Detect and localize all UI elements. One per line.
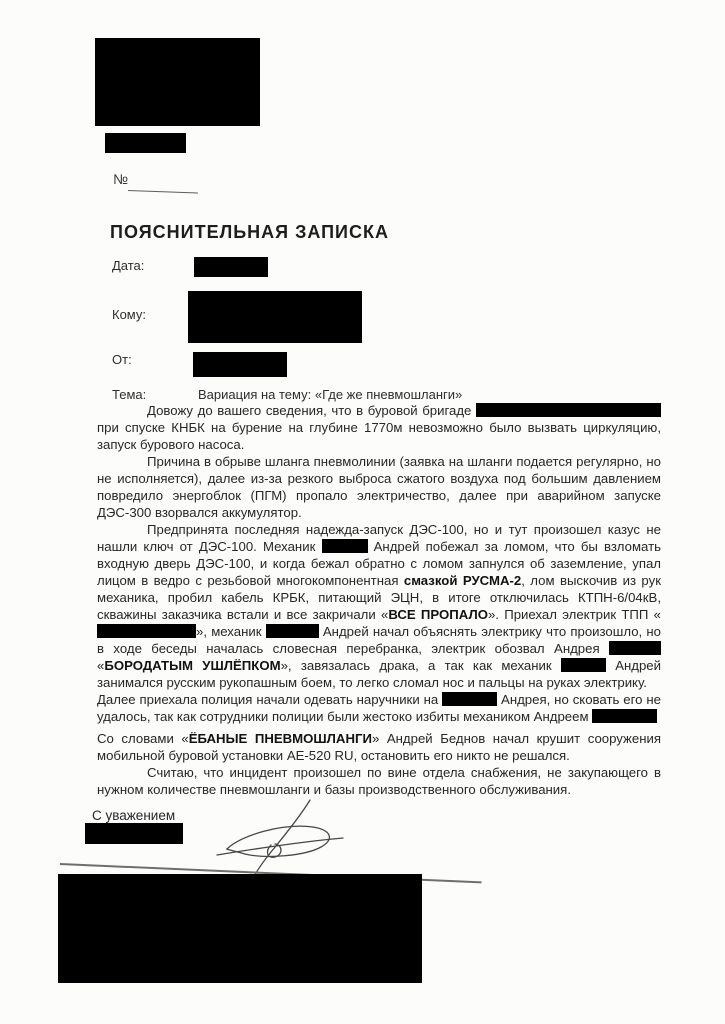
inline-redaction <box>592 709 657 723</box>
field-value-subject: Вариация на тему: «Где же пневмошланги» <box>198 387 463 402</box>
text-run: », завязалась драка, а так как механик <box>280 658 561 673</box>
text-run: ». Приехал электрик ТПП « <box>487 607 661 622</box>
paragraph <box>97 764 661 798</box>
inline-redaction <box>609 641 661 655</box>
field-from-redaction <box>193 352 287 377</box>
text-run: Со словами « <box>97 731 189 746</box>
inline-redaction <box>561 658 606 672</box>
paragraph <box>97 730 661 764</box>
field-label-to: Кому: <box>112 307 146 322</box>
paragraph <box>97 521 661 691</box>
inline-redaction <box>322 539 368 553</box>
inline-redaction <box>97 624 196 638</box>
letterhead-redaction-small <box>105 133 186 153</box>
closing-salutation: С уважением <box>92 808 176 823</box>
field-to-redaction <box>188 291 362 343</box>
signature-scribble <box>213 797 348 877</box>
bold-text-run: БОРОДАТЫМ УШЛЁПКОМ <box>104 658 281 673</box>
text-run: » Андрей Беднов начал крушит сооружения мобильной буровой установки АЕ-520 RU, остановить его никто не решался. <box>97 731 661 763</box>
bold-text-run: ВСЕ ПРОПАЛО <box>388 607 488 622</box>
signer-name-redaction <box>85 823 183 844</box>
text-run: Предпринята последняя надежда-запуск ДЭС-100, но и тут произошел казус не нашли ключ от ДЭС-100. Механик <box>97 522 661 554</box>
text-run: Считаю, что инцидент произошел по вине отдела снабжения, не закупающего в нужном количестве пневмошланги и базы производственного обслуживания. <box>97 765 661 797</box>
document-number-label: № <box>113 171 129 187</box>
text-run: Андрей начал объяснять электрику что произошло, но в ходе беседы началась словесная перебранка, электрик обозвал Андрея <box>97 624 661 656</box>
text-run: « <box>97 658 105 673</box>
document-body <box>97 402 661 798</box>
text-run: Довожу до вашего сведения, что в буровой бригаде <box>147 403 476 418</box>
text-run: Андрея, но сковать его не удалось, так как сотрудники полиции были жестоко избиты механиком Андреем <box>97 692 661 724</box>
field-label-from: От: <box>112 352 132 367</box>
bold-text-run: ЁБАНЫЕ ПНЕВМОШЛАНГИ <box>188 731 372 746</box>
field-date-redaction <box>194 257 268 277</box>
text-run: Андрей занимался русским рукопашным боем, то легко сломал нос и пальцы на руках электрику. <box>97 658 661 690</box>
inline-redaction <box>266 624 319 638</box>
page-title: ПОЯСНИТЕЛЬНАЯ ЗАПИСКА <box>110 222 389 242</box>
paragraph <box>97 402 661 453</box>
inline-redaction <box>476 403 661 417</box>
text-run: », механик <box>196 624 266 639</box>
footer-redaction-block <box>58 874 422 983</box>
text-run: Причина в обрыве шланга пневмолинии (заявка на шланги подается регулярно, но не исполняется), далее из-за резкого выброса сжатого воздуха под большим давлением повредило энергоблок (ПГМ) пропало электричество, далее при аварийном запуске ДЭС-300 взорвался аккумулятор. <box>97 454 661 520</box>
paragraph <box>97 691 661 725</box>
text-run: при спуске КНБК на бурение на глубине 1770м невозможно было вызвать циркуляцию, запуск бурового насоса. <box>97 420 661 452</box>
document-number-underline <box>128 190 198 193</box>
inline-redaction <box>442 692 497 706</box>
paragraph <box>97 453 661 521</box>
letterhead-redaction-large <box>95 38 260 126</box>
text-run: Далее приехала полиция начали одевать наручники на <box>97 692 443 707</box>
bold-text-run: смазкой РУСМА-2 <box>403 573 522 588</box>
text-run: , лом выскочив из рук механика, пробил кабель КРБК, питающий ЭЦН, в итоге отключилась КТПН-6/04кВ, скважины заказчика встали и все закричали « <box>97 573 661 622</box>
field-label-subject: Тема: <box>112 387 147 402</box>
text-run: Андрей побежал за ломом, что бы взломать входную дверь ДЭС-100, и когда бежал обратно с ломом запнулся об заземление, упал лицом в ведро с резьбовой многокомпонентная <box>97 539 661 588</box>
field-label-date: Дата: <box>112 258 145 273</box>
